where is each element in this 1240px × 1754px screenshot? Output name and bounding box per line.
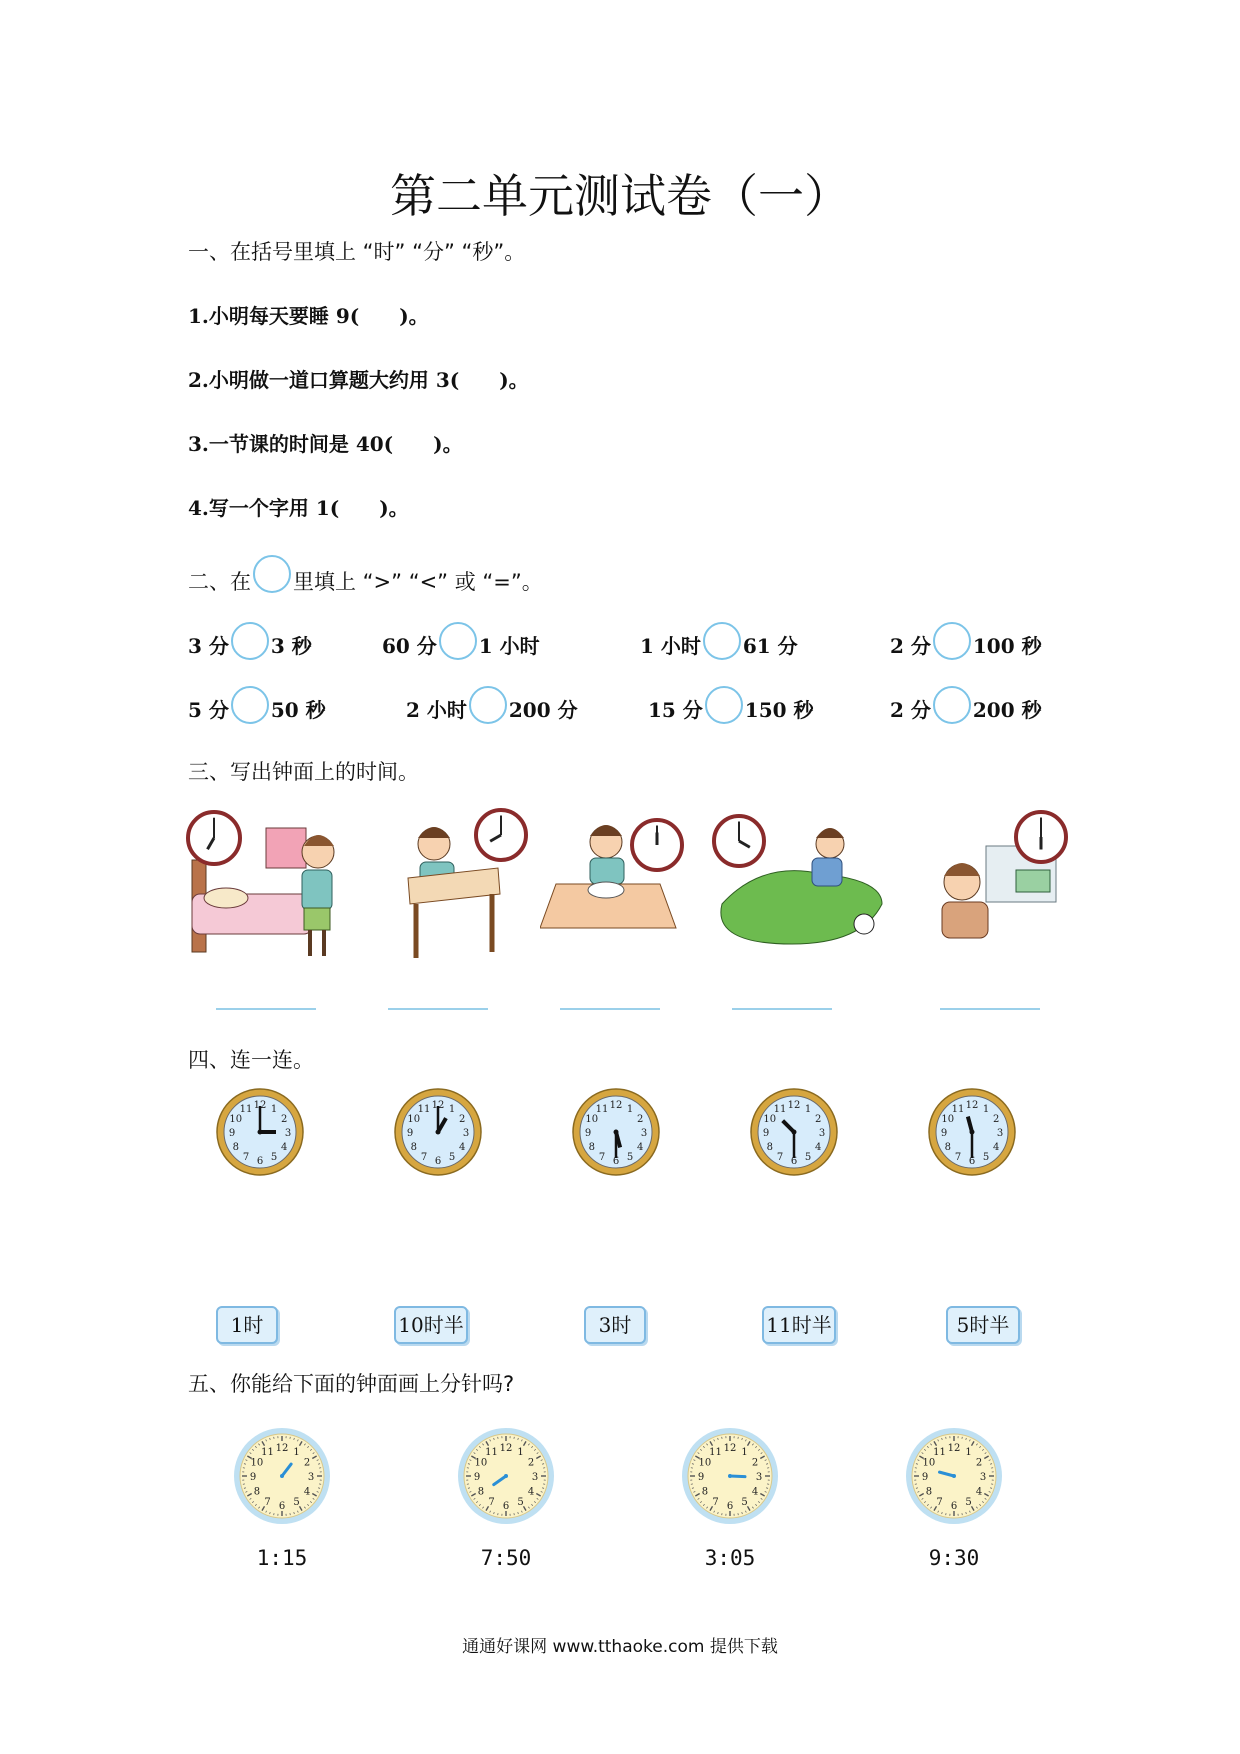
svg-text:12: 12 (431, 1100, 445, 1111)
match-clock[interactable] (926, 1086, 1018, 1178)
svg-text:2: 2 (815, 1114, 822, 1125)
svg-text:12: 12 (723, 1443, 737, 1454)
blank-clock[interactable] (232, 1426, 332, 1526)
time-label-box[interactable]: 10时半 (394, 1306, 468, 1344)
compare-circle[interactable] (231, 622, 269, 660)
compare-circle[interactable] (231, 686, 269, 724)
svg-text:6: 6 (434, 1156, 442, 1167)
svg-text:10: 10 (941, 1114, 955, 1125)
svg-text:11: 11 (485, 1446, 498, 1458)
svg-text:10: 10 (229, 1114, 243, 1125)
compare-right: 50 秒 (270, 698, 326, 722)
svg-text:3: 3 (755, 1472, 763, 1483)
svg-text:7: 7 (242, 1152, 250, 1164)
svg-text:12: 12 (787, 1100, 801, 1111)
svg-text:2: 2 (281, 1114, 288, 1125)
svg-text:3: 3 (284, 1128, 292, 1139)
svg-text:8: 8 (410, 1142, 417, 1153)
svg-text:4: 4 (459, 1142, 466, 1153)
svg-text:4: 4 (815, 1142, 822, 1153)
svg-text:9: 9 (473, 1472, 481, 1483)
wall-clock-4 (710, 812, 768, 870)
compare-left: 2 小时 (406, 698, 467, 722)
match-clock[interactable] (214, 1086, 306, 1178)
answer-line[interactable] (216, 1008, 316, 1010)
svg-text:4: 4 (751, 1486, 759, 1498)
answer-line[interactable] (732, 1008, 832, 1010)
svg-text:8: 8 (925, 1486, 933, 1498)
compare-item (188, 630, 312, 660)
svg-text:2: 2 (527, 1457, 535, 1469)
svg-text:1: 1 (270, 1103, 278, 1115)
svg-text:3: 3 (818, 1128, 826, 1139)
svg-text:4: 4 (527, 1486, 535, 1498)
section1-heading: 一、在括号里填上 “时” “分” “秒”。 (188, 240, 526, 264)
svg-text:4: 4 (281, 1142, 288, 1153)
svg-text:2: 2 (459, 1114, 466, 1125)
wall-clock-1 (184, 808, 244, 868)
svg-text:6: 6 (968, 1156, 976, 1167)
compare-right: 3 秒 (270, 634, 312, 658)
page-title: 第二单元测试卷（一） (390, 169, 850, 223)
svg-text:4: 4 (975, 1486, 983, 1498)
svg-text:1: 1 (804, 1103, 812, 1115)
svg-text:6: 6 (502, 1501, 510, 1512)
svg-text:5: 5 (982, 1152, 990, 1164)
svg-text:11: 11 (709, 1446, 722, 1458)
svg-text:7: 7 (712, 1497, 719, 1509)
svg-text:5: 5 (293, 1497, 300, 1509)
svg-text:7: 7 (488, 1497, 495, 1509)
svg-text:6: 6 (950, 1501, 958, 1512)
svg-text:12: 12 (275, 1443, 289, 1454)
svg-text:1: 1 (293, 1446, 300, 1458)
svg-text:9: 9 (940, 1128, 948, 1139)
blank-clock[interactable] (680, 1426, 780, 1526)
compare-left: 15 分 (648, 698, 703, 722)
compare-left: 3 分 (188, 634, 229, 658)
svg-text:7: 7 (264, 1497, 271, 1509)
svg-text:11: 11 (261, 1446, 274, 1458)
compare-right: 200 秒 (972, 698, 1042, 722)
compare-item (188, 694, 326, 724)
answer-line[interactable] (388, 1008, 488, 1010)
svg-text:5: 5 (741, 1497, 748, 1509)
svg-text:2: 2 (303, 1457, 311, 1469)
compare-circle[interactable] (933, 686, 971, 724)
compare-item (890, 630, 1042, 660)
wall-clock-3 (628, 816, 686, 874)
svg-text:9: 9 (697, 1472, 705, 1483)
compare-item (406, 694, 578, 724)
compare-right: 150 秒 (744, 698, 814, 722)
svg-text:11: 11 (951, 1103, 965, 1115)
svg-text:5: 5 (517, 1497, 524, 1509)
svg-text:2: 2 (751, 1457, 759, 1469)
svg-text:5: 5 (270, 1152, 278, 1164)
question-3[interactable]: 3.一节课的时间是 40( )。 (188, 432, 463, 456)
match-clock[interactable] (748, 1086, 840, 1178)
svg-text:7: 7 (954, 1152, 962, 1164)
svg-text:6: 6 (256, 1156, 264, 1167)
svg-text:7: 7 (936, 1497, 943, 1509)
svg-text:11: 11 (239, 1103, 253, 1115)
svg-text:7: 7 (776, 1152, 784, 1164)
footer-text: 通通好课网 www.tthaoke.com 提供下载 (462, 1637, 778, 1657)
svg-text:5: 5 (448, 1152, 456, 1164)
svg-text:10: 10 (407, 1114, 421, 1125)
svg-text:3: 3 (640, 1128, 648, 1139)
compare-left: 2 分 (890, 634, 931, 658)
svg-text:11: 11 (417, 1103, 431, 1115)
svg-text:9: 9 (762, 1128, 770, 1139)
compare-circle-example (253, 555, 291, 593)
wall-clock-5 (1012, 808, 1070, 866)
section2-heading (188, 566, 543, 596)
time-caption: 9:30 (928, 1546, 980, 1570)
svg-text:10: 10 (474, 1457, 488, 1469)
svg-text:12: 12 (965, 1100, 979, 1111)
svg-text:1: 1 (982, 1103, 990, 1115)
svg-text:9: 9 (228, 1128, 236, 1139)
svg-text:12: 12 (947, 1443, 961, 1454)
svg-text:8: 8 (701, 1486, 709, 1498)
section3-heading: 三、写出钟面上的时间。 (188, 760, 419, 784)
svg-text:11: 11 (933, 1446, 946, 1458)
svg-text:1: 1 (517, 1446, 524, 1458)
svg-text:4: 4 (993, 1142, 1000, 1153)
svg-text:9: 9 (406, 1128, 414, 1139)
svg-text:12: 12 (253, 1100, 267, 1111)
match-clock[interactable] (570, 1086, 662, 1178)
svg-text:8: 8 (253, 1486, 261, 1498)
blank-clock[interactable] (904, 1426, 1004, 1526)
svg-text:8: 8 (944, 1142, 951, 1153)
svg-text:2: 2 (975, 1457, 983, 1469)
compare-left: 2 分 (890, 698, 931, 722)
svg-text:1: 1 (448, 1103, 456, 1115)
time-caption: 1:15 (256, 1546, 308, 1570)
svg-text:4: 4 (637, 1142, 644, 1153)
svg-text:6: 6 (726, 1501, 734, 1512)
svg-text:1: 1 (626, 1103, 634, 1115)
time-label-box[interactable]: 1时 (216, 1306, 278, 1344)
svg-text:9: 9 (249, 1472, 257, 1483)
svg-text:10: 10 (763, 1114, 777, 1125)
svg-text:10: 10 (250, 1457, 264, 1469)
svg-text:5: 5 (804, 1152, 812, 1164)
wall-clock-2 (472, 806, 530, 864)
time-label-box[interactable]: 3时 (584, 1306, 646, 1344)
svg-text:10: 10 (585, 1114, 599, 1125)
svg-text:11: 11 (773, 1103, 787, 1115)
blank-clock[interactable] (456, 1426, 556, 1526)
svg-text:1: 1 (965, 1446, 972, 1458)
svg-text:9: 9 (921, 1472, 929, 1483)
time-caption: 3:05 (704, 1546, 756, 1570)
svg-text:2: 2 (993, 1114, 1000, 1125)
svg-text:9: 9 (584, 1128, 592, 1139)
question-1[interactable]: 1.小明每天要睡 9( )。 (188, 304, 429, 328)
compare-left: 1 小时 (640, 634, 701, 658)
svg-text:5: 5 (626, 1152, 634, 1164)
compare-circle[interactable] (703, 622, 741, 660)
svg-text:3: 3 (996, 1128, 1004, 1139)
compare-circle[interactable] (705, 686, 743, 724)
svg-text:7: 7 (598, 1152, 606, 1164)
svg-text:10: 10 (922, 1457, 936, 1469)
svg-text:4: 4 (303, 1486, 311, 1498)
compare-right: 100 秒 (972, 634, 1042, 658)
svg-text:6: 6 (790, 1156, 798, 1167)
section4-heading: 四、连一连。 (188, 1048, 314, 1072)
svg-text:3: 3 (462, 1128, 470, 1139)
compare-circle[interactable] (439, 622, 477, 660)
svg-text:10: 10 (698, 1457, 712, 1469)
svg-text:7: 7 (420, 1152, 428, 1164)
svg-text:8: 8 (588, 1142, 595, 1153)
svg-text:5: 5 (965, 1497, 972, 1509)
svg-text:2: 2 (637, 1114, 644, 1125)
compare-left: 60 分 (382, 634, 437, 658)
compare-right: 200 分 (508, 698, 578, 722)
svg-text:11: 11 (595, 1103, 609, 1115)
compare-circle[interactable] (469, 686, 507, 724)
compare-circle[interactable] (933, 622, 971, 660)
match-clock[interactable] (392, 1086, 484, 1178)
section2-heading-pre: 二、在 (188, 570, 251, 594)
svg-text:3: 3 (531, 1472, 539, 1483)
svg-text:12: 12 (609, 1100, 623, 1111)
section5-heading: 五、你能给下面的钟面画上分针吗? (188, 1372, 515, 1396)
svg-text:8: 8 (477, 1486, 485, 1498)
time-caption: 7:50 (480, 1546, 532, 1570)
time-label-box[interactable]: 5时半 (946, 1306, 1020, 1344)
compare-item (890, 694, 1042, 724)
svg-text:12: 12 (499, 1443, 513, 1454)
compare-right: 61 分 (742, 634, 798, 658)
svg-text:8: 8 (232, 1142, 239, 1153)
svg-text:1: 1 (741, 1446, 748, 1458)
svg-text:6: 6 (278, 1501, 286, 1512)
time-label-box[interactable]: 11时半 (762, 1306, 836, 1344)
answer-line[interactable] (560, 1008, 660, 1010)
compare-item (648, 694, 814, 724)
compare-left: 5 分 (188, 698, 229, 722)
answer-line[interactable] (940, 1008, 1040, 1010)
svg-text:3: 3 (307, 1472, 315, 1483)
svg-text:6: 6 (612, 1156, 620, 1167)
question-4[interactable]: 4.写一个字用 1( )。 (188, 496, 409, 520)
compare-item (382, 630, 540, 660)
question-2[interactable]: 2.小明做一道口算题大约用 3( )。 (188, 368, 529, 392)
compare-right: 1 小时 (478, 634, 540, 658)
svg-text:3: 3 (979, 1472, 987, 1483)
svg-text:8: 8 (766, 1142, 773, 1153)
section2-heading-post: 里填上 “>” “<” 或 “=”。 (293, 570, 543, 594)
compare-item (640, 630, 798, 660)
